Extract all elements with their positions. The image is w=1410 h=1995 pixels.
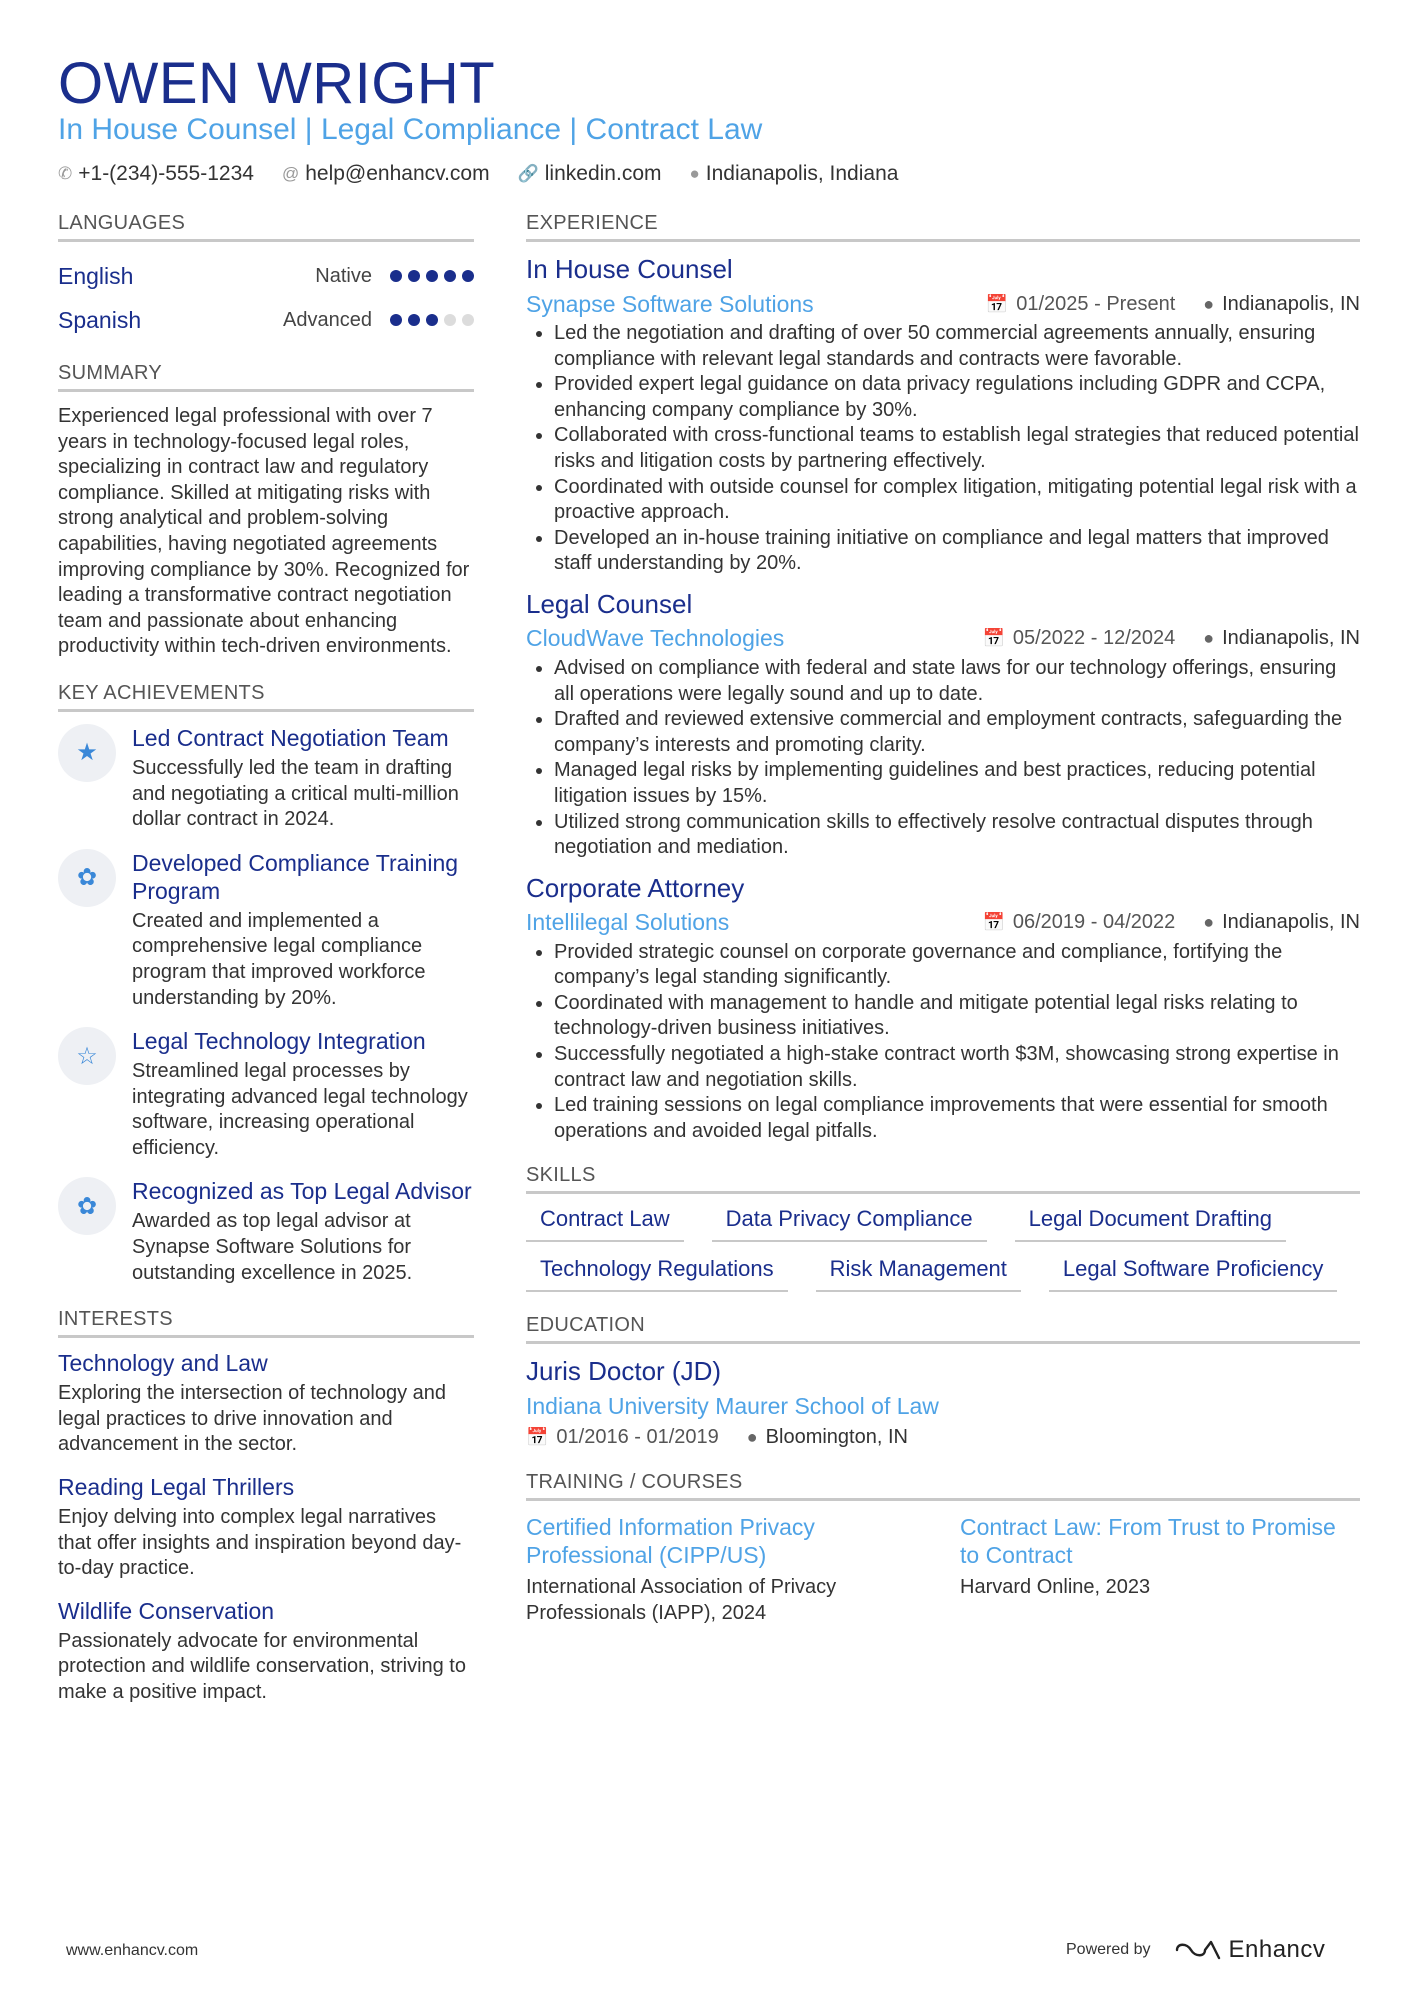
left-column [58,212,474,1722]
skill-tag: Legal Software Proficiency [1049,1256,1337,1292]
education-location [747,1426,908,1449]
skill-tag: Contract Law [526,1206,684,1242]
skills-list [526,1206,1360,1292]
skill-tag: Technology Regulations [526,1256,788,1292]
education-location-text: Bloomington, IN [765,1426,908,1449]
job-company: CloudWave Technologies [526,625,785,652]
contact-phone[interactable] [58,162,254,186]
location-pin-icon: ● [1203,293,1215,314]
interest-title: Reading Legal Thrillers [58,1474,295,1501]
job-bullet: • Advised on compliance with federal and state laws for our technology offerings, ensuring all operations were legally sound and up to date. [554,656,1360,707]
dot-filled [408,314,420,326]
enhancv-logo[interactable] [1175,1936,1326,1964]
achievement-item [58,1027,474,1161]
location-pin-icon: ● [689,164,700,183]
phone-icon: ✆ [58,164,73,183]
achievement-title: Developed Compliance Training Program [132,849,459,904]
job-bullet: • Developed an in-house training initiative on compliance and legal matters that improved staff understanding by 20%. [554,526,1360,577]
job-bullet: • Led the negotiation and drafting of over 50 commercial agreements annually, ensuring compliance with relevant legal standards and contracts were favorable. [554,321,1360,372]
job-title: Legal Counsel [526,588,693,619]
dot-empty [444,314,456,326]
job-bullet: • Drafted and reviewed extensive commercial and employment contracts, safeguarding the company’s interests and promoting clarity. [554,707,1360,758]
job-location-text: Indianapolis, IN [1222,292,1360,315]
job-dates-text: 01/2025 - Present [1016,292,1176,315]
award-icon: ✿ [58,849,116,907]
interest-title: Technology and Law [58,1350,268,1377]
education-dates-text: 01/2016 - 01/2019 [556,1426,719,1449]
interest-title: Wildlife Conservation [58,1597,275,1624]
languages-section [58,212,474,342]
job-location-text: Indianapolis, IN [1222,911,1360,934]
location-pin-icon: ● [746,1427,758,1448]
proficiency-dots [390,270,474,282]
location-pin-icon: ● [1203,912,1215,933]
skills-heading: SKILLS [526,1164,1360,1194]
job-dates [982,627,1175,650]
experience-section [526,212,1360,1144]
job-bullets [526,940,1360,1145]
school-name: Indiana University Maurer School of Law [526,1393,939,1420]
dot-filled [390,314,402,326]
dot-filled [390,270,402,282]
job-location [1203,627,1360,650]
calendar-icon: 📅 [985,293,1009,314]
candidate-name: OWEN WRIGHT [58,51,496,116]
job-location [1203,911,1360,934]
dot-filled [426,270,438,282]
skill-tag: Data Privacy Compliance [712,1206,987,1242]
linkedin-text: linkedin.com [544,162,662,185]
job-bullets [526,321,1360,577]
interest-desc: Passionately advocate for environmental protection and wildlife conservation, striving to make a positive impact. [58,1629,466,1703]
brand-name: Enhancv [1228,1936,1326,1963]
job-bullet: • Coordinated with management to handle and mitigate potential legal risks relating to technology-driven business initiatives. [554,991,1360,1042]
language-level: Advanced [283,308,372,331]
job-dates-text: 06/2019 - 04/2022 [1012,911,1176,934]
achievement-desc: Awarded as top legal advisor at Synapse Software Solutions for outstanding excellence in 2025. [132,1210,413,1284]
powered-by-text: Powered by [1066,1941,1151,1958]
calendar-icon: 📅 [982,628,1005,649]
location-pin-icon: ● [1203,628,1215,649]
contact-linkedin[interactable] [518,162,662,186]
job-entry [526,589,1360,861]
summary-section [58,362,474,660]
dot-filled [444,270,456,282]
job-bullet: • Utilized strong communication skills to effectively resolve contractual disputes through negotiation and mediation. [554,810,1360,861]
proficiency-dots [390,314,474,326]
job-bullet: • Provided strategic counsel on corporate governance and compliance, fortifying the company’s legal standing significantly. [554,940,1360,991]
job-dates [982,911,1175,934]
job-location [1203,293,1360,316]
education-section [526,1314,1360,1449]
dot-filled [462,270,474,282]
language-item [58,254,474,298]
achievements-heading: KEY ACHIEVEMENTS [58,682,474,712]
job-company: Synapse Software Solutions [526,290,814,317]
star-icon: ★ [58,724,116,782]
achievement-title: Led Contract Negotiation Team [132,724,449,751]
job-title: In House Counsel [526,254,733,284]
calendar-icon: 📅 [982,912,1005,933]
interests-heading: INTERESTS [58,1308,474,1338]
skills-section [526,1164,1360,1292]
course-title: Certified Information Privacy Professional (CIPP/US) [526,1514,815,1569]
achievement-item [58,1177,474,1286]
dot-empty [462,314,474,326]
job-bullet: • Successfully negotiated a high-stake contract worth $3M, showcasing strong expertise in contract law and negotiation skills. [554,1042,1360,1093]
job-entry [526,254,1360,577]
achievement-title: Recognized as Top Legal Advisor [132,1178,472,1205]
experience-heading: EXPERIENCE [526,212,1360,242]
job-entry [526,873,1360,1145]
education-meta [526,1426,1360,1449]
link-icon: 🔗 [517,164,539,183]
course-list [526,1513,1360,1626]
achievement-item [58,849,474,1011]
job-meta [526,624,1360,654]
interest-desc: Exploring the intersection of technology and legal practices to drive innovation and advancement in the sector. [58,1382,447,1456]
star-outline-icon: ☆ [58,1027,116,1085]
job-dates-text: 05/2022 - 12/2024 [1012,627,1176,650]
skill-tag: Risk Management [816,1256,1021,1292]
award-icon: ✿ [58,1177,116,1235]
phone-text: +1-(234)-555-1234 [78,162,254,185]
course-title: Contract Law: From Trust to Promise to Contract [960,1514,1336,1569]
education-dates [526,1426,719,1449]
course-org: Harvard Online, 2023 [960,1576,1151,1599]
job-title: Corporate Attorney [526,872,745,903]
degree-title: Juris Doctor (JD) [526,1356,722,1387]
achievement-title: Legal Technology Integration [132,1028,426,1055]
right-column [526,212,1360,1627]
job-bullet: • Collaborated with cross-functional teams to establish legal strategies that reduced potential risks and litigation costs by partnering effectively. [554,423,1360,474]
contact-location [690,162,899,186]
languages-heading: LANGUAGES [58,212,474,242]
achievements-section [58,682,474,1286]
education-heading: EDUCATION [526,1314,1360,1344]
course-org: International Association of Privacy Professionals (IAPP), 2024 [526,1576,837,1625]
language-name: English [58,262,134,289]
job-company: Intellilegal Solutions [526,909,730,936]
language-name: Spanish [58,306,142,333]
contact-bar [58,162,898,186]
job-dates [986,293,1175,316]
job-bullet: • Managed legal risks by implementing guidelines and best practices, reducing potential litigation issues by 15%. [554,758,1360,809]
footer-website[interactable]: www.enhancv.com [66,1942,199,1959]
language-item [58,298,474,342]
skill-tag: Legal Document Drafting [1015,1206,1286,1242]
footer-branding [1066,1936,1325,1964]
job-bullets [526,656,1360,861]
job-meta [526,908,1360,938]
language-level: Native [315,264,372,287]
dot-filled [426,314,438,326]
achievement-desc: Streamlined legal processes by integrating advanced legal technology software, increasing operational efficiency. [132,1060,468,1159]
location-text: Indianapolis, Indiana [705,162,899,185]
interests-section [58,1308,474,1705]
enhancv-logo-icon [1175,1939,1221,1961]
candidate-tagline: In House Counsel | Legal Compliance | Contract Law [58,113,763,146]
course-item [526,1513,926,1626]
achievement-desc: Successfully led the team in drafting and negotiating a critical multi-million dollar contract in 2024. [132,756,459,831]
training-section [526,1471,1360,1626]
summary-heading: SUMMARY [58,362,474,392]
job-bullet: • Coordinated with outside counsel for complex litigation, mitigating potential legal risk with a proactive approach. [554,475,1360,526]
contact-email[interactable] [282,162,490,186]
job-bullet: • Provided expert legal guidance on data privacy regulations including GDPR and CCPA, enhancing company compliance by 30%. [554,372,1360,423]
course-item [960,1513,1360,1626]
achievement-desc: Created and implemented a comprehensive legal compliance program that improved workforce understanding by 20%. [132,909,426,1009]
achievement-item [58,724,474,833]
at-icon: @ [281,164,300,183]
dot-filled [408,270,420,282]
interest-desc: Enjoy delving into complex legal narratives that offer insights and inspiration beyond day-to-day practice. [58,1506,462,1580]
job-location-text: Indianapolis, IN [1222,627,1360,650]
summary-text: Experienced legal professional with over 7 years in technology-focused legal roles, specializing in contract law and regulatory compliance. Skilled at mitigating risks with strong analytical and problem-solving capabilities, having negotiated agreements improving compliance by 30%. Recognized for leading a transformative contract negotiation team and passionate about enhancing productivity within tech-driven environments. [58,405,470,658]
training-heading: TRAINING / COURSES [526,1471,1360,1501]
job-meta [526,289,1360,319]
job-bullet: • Led training sessions on legal compliance improvements that were essential for smooth operations and avoided legal pitfalls. [554,1093,1360,1144]
calendar-icon: 📅 [526,1427,549,1448]
email-text: help@enhancv.com [305,162,490,185]
